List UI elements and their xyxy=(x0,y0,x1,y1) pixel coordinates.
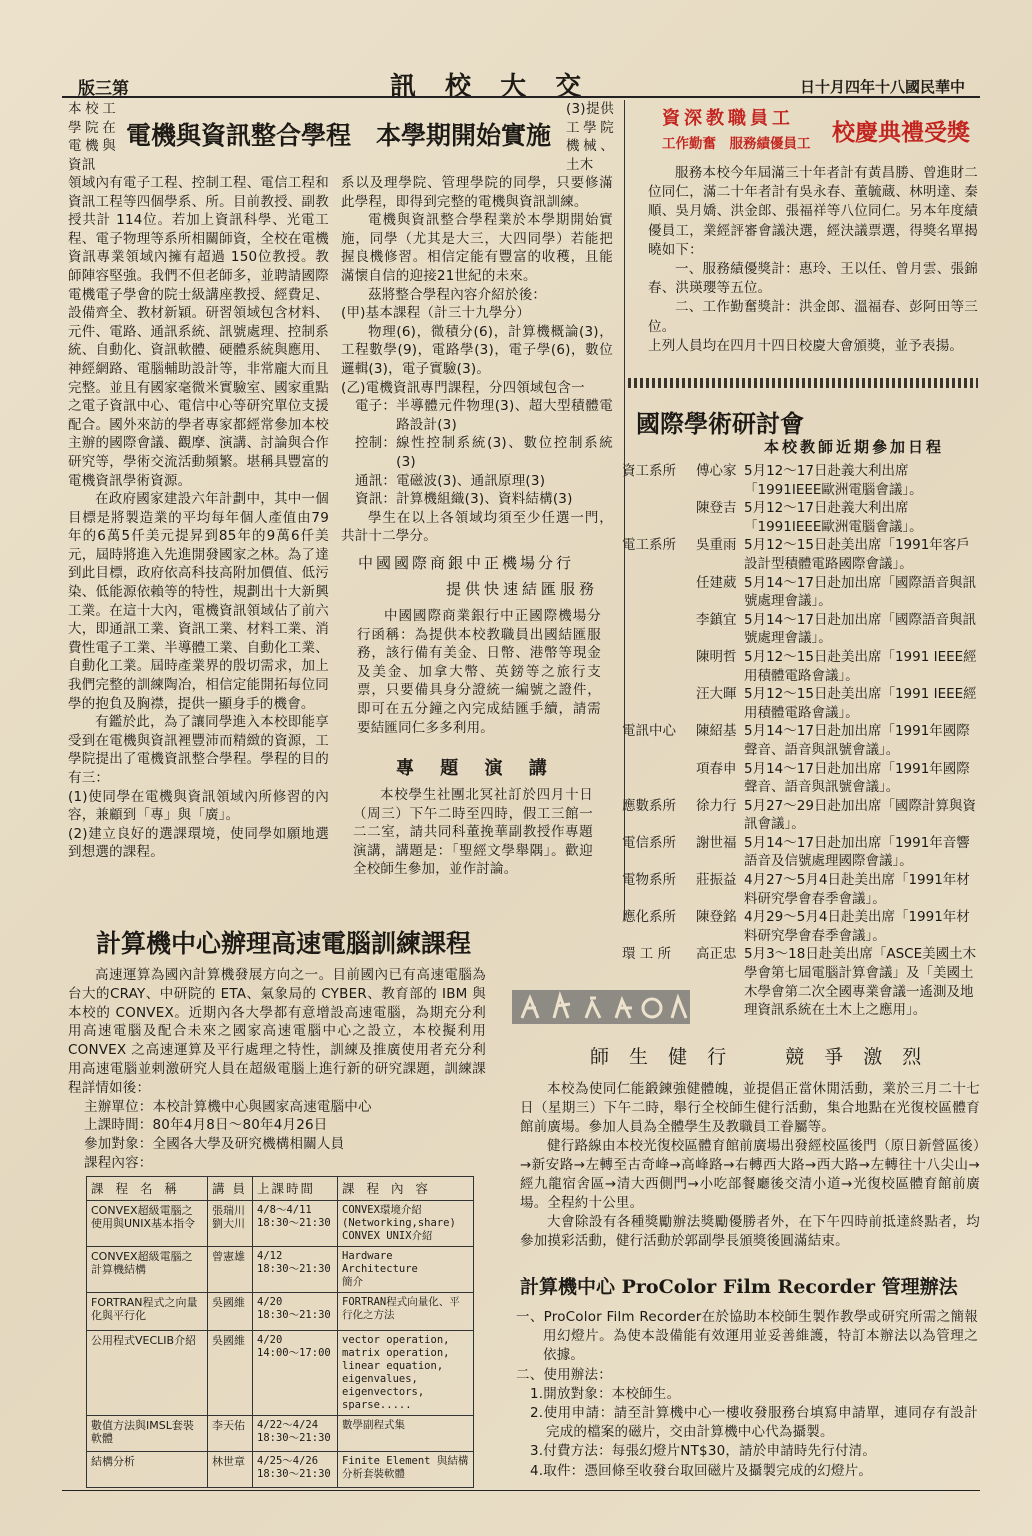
course-table xyxy=(86,1176,474,1488)
awards-title-1: 資深教職員工 xyxy=(662,108,794,129)
seminar-name: 汪大暉 xyxy=(696,686,737,703)
seminar-desc: 5月12～15日赴美出席「1991 IEEE經用積體電路會議」。 xyxy=(744,648,977,684)
seminar-entry xyxy=(622,499,982,536)
seminar-name: 謝世福 xyxy=(696,834,737,851)
seminar-entry xyxy=(622,871,982,908)
seminar-entry xyxy=(622,685,982,722)
cell-name: CONVEX超級電腦之使用與UNIX基本指令 xyxy=(87,1201,208,1247)
awards-body xyxy=(648,164,978,356)
procolor-rule-3: 3.付費方法：每張幻燈片NT$30，請於申請時先行付清。 xyxy=(530,1443,877,1460)
course-item-label: 參加對象： xyxy=(84,1136,153,1153)
decorative-divider xyxy=(628,378,978,388)
article1-col2-p2: 電機與資訊整合學程業於本學期開始實施，同學（尤其是大三，大四同學）若能把握良機修習。相信定能有豐富的收穫，且能滿懷自信的迎接21世紀的未來。 xyxy=(341,212,613,284)
seminar-desc: 5月27～29日赴加出席「國際計算與資訊會議」。 xyxy=(744,797,976,833)
pro-field-text: 線性控制系統(3)、數位控制系統(3) xyxy=(396,435,613,470)
table-row xyxy=(87,1201,474,1247)
bank-body xyxy=(357,607,601,737)
cell-name: 結構分析 xyxy=(87,1452,208,1488)
walk-p3: 大會除設有各種獎勵辦法獎勵優勝者外，在下午四時前抵達終點者，均參加摸彩活動，健行活動於郭副學長頒獎後圓滿結束。 xyxy=(520,1214,980,1249)
article1-col1-p2: 在政府國家建設六年計劃中，其中一個目標是將製造業的平均每年個人產值由79年的6萬5仟美元提昇到85年的9萬6仟美元，屆時將進入先進開發國家之林。為了達到此目標，政府依高科技高附加價值、低污染、低能源依賴等的特性，規劃出十大新興工業。在這十大內，電機資訊領域佔了前六大，即通訊工業、資訊工業、材料工業、消費性電子工業、半導體工業、自動化工業、自動化工業。屆時產業界的殷切需求，加上我們完整的訓練陶冶，相信定能開拓每位同學的抱負及胸襟，提供一顯身手的機會。 xyxy=(68,491,329,712)
cell-content: Finite Element 與結構分析套裝軟體 xyxy=(338,1452,474,1488)
seminar-desc: 5月12～17日赴義大利出席「1991IEEE歐洲電腦會議」。 xyxy=(744,463,923,498)
seminar-entry xyxy=(622,611,982,648)
basic-course-title: (甲)基本課程（計三十九學分） xyxy=(341,305,531,322)
article1-col2 xyxy=(341,174,613,546)
awards-p3: 二、工作勤奮獎計：洪金郎、溫福春、彭阿田等三位。 xyxy=(648,299,978,335)
seminar-name: 高正忠 xyxy=(696,946,737,963)
seminar-dept xyxy=(622,648,696,685)
seminar-name: 傅心家 xyxy=(696,463,737,479)
cell-name: CONVEX超級電腦之計算機結構 xyxy=(87,1247,208,1293)
col-header-lecturer: 講 員 xyxy=(208,1177,253,1201)
seminar-desc: 5月3～18日赴美出席「ASCE美國土木學會第七屆電腦計算會議」及「美國土木學會第二次全國專業會議一遙測及地理資訊系統在土木上之應用」。 xyxy=(744,946,977,1019)
seminar-desc: 5月14～17日赴加出席「國際語音與訊號處理會議」。 xyxy=(744,574,976,610)
col-header-time: 上課時間 xyxy=(253,1177,338,1201)
seminar-desc: 5月14～17日赴加出席「1991年國際聲音、語音與訊號會議」。 xyxy=(744,760,970,796)
walk-body xyxy=(520,1080,980,1251)
pro-course-title: (乙)電機資訊專門課程，分四領域包含一 xyxy=(341,379,585,396)
seminar-desc: 5月14～17日赴加出席「1991年國際聲音、語音與訊號會議」。 xyxy=(744,723,970,758)
course-item xyxy=(68,1116,486,1135)
cell-name: FORTRAN程式之向量化與平行化 xyxy=(87,1293,208,1331)
cell-time: 4/8～4/11 18:30～21:30 xyxy=(253,1201,338,1247)
course-item-value: 本校計算機中心與國家高速電腦中心 xyxy=(152,1098,372,1115)
seminar-desc: 4月29～5月4日赴美出席「1991年材料研究學會春季會議」。 xyxy=(744,909,970,944)
pro-field-text: 半導體元件物理(3)、超大型積體電路設計(3) xyxy=(396,398,613,433)
procolor-rule-1: 1.開放對象：本校師生。 xyxy=(530,1385,681,1402)
walk-p1: 本校為使同仁能鍛鍊強健體魄，並提倡正當休閒活動，業於三月二十七日（星期三）下午二時，舉行全校師生健行活動，集合地點在光復校區體育館前廣場。參加人員為全體學生及教職員工眷屬等。 xyxy=(520,1081,980,1135)
seminar-entry xyxy=(622,574,982,611)
pro-course-tail: 學生在以上各領域均須至少任選一門，共計十二學分。 xyxy=(341,509,613,545)
seminar-desc: 5月12～15日赴美出席「1991 IEEE經用積體電路會議」。 xyxy=(744,686,977,721)
pro-field-label: 電子： xyxy=(355,398,397,415)
seminar-dept: 電工系所 xyxy=(622,537,676,554)
seminar-entry xyxy=(622,648,982,685)
course-intro: 高速運算為國內計算機發展方向之一。目前國內已有高速電腦為台大的CRAY、中研院的 ETA、氣象局的 CYBER、教育部的 IBM 與本校的 CONVEX。近期內各大學都有意增設高速電腦，為期充分利用高速電腦及配合未來之國家高速電腦中心之設立，本校擬利用CONVEX 之高速運算及平行處理之特性，訓練及推廣使用者充分利用高速電腦並剌激研究人員在超級電腦上進行新的研究課題，訓練課程詳情如後： xyxy=(68,967,486,1096)
cell-time: 4/22～4/24 18:30～21:30 xyxy=(253,1416,338,1452)
seminar-entry xyxy=(622,536,982,573)
walking-figures-icon xyxy=(512,990,690,1024)
pro-field-text: 電磁波(3)、通訊原理(3) xyxy=(396,472,546,489)
cell-time: 4/20 18:30～21:30 xyxy=(253,1293,338,1331)
awards-p1: 服務本校今年屆滿三十年者計有黃昌勝、曾進財二位同仁，滿二十年者計有吳永春、董毓蔵、林明達、秦順、吳月嬌、洪金郎、張福祥等八位同仁。另本年度績優員工，業經評審會議決選，經決議票選，得獎名單揭曉如下： xyxy=(648,165,978,258)
pro-field-info xyxy=(341,490,613,509)
cell-content: vector operation, matrix operation, linear equation, eigenvalues, eigenvectors, sparse..... xyxy=(338,1331,474,1416)
seminar-dept xyxy=(622,574,696,611)
course-item xyxy=(68,1135,486,1154)
seminar-name: 陳登銘 xyxy=(696,909,737,926)
seminar-dept: 應數系所 xyxy=(622,797,676,814)
page-number: 版三第 xyxy=(78,79,129,99)
pro-field-label: 通訊： xyxy=(355,472,397,489)
bank-body-text: 中國國際商業銀行中正國際機場分行函稱：為提供本校教職員出國結匯服務，該行備有美金、日幣、港幣等現金及美金、加拿大幣、英鎊等之旅行支票，只要備具身分證統一編號之證件，即可在五分鐘之內完成結匯手續，請需要結匯同仁多多利用。 xyxy=(357,608,601,736)
article1-lead xyxy=(68,100,116,174)
seminar-name: 項春申 xyxy=(696,760,737,777)
seminar-name: 任建葳 xyxy=(696,574,737,591)
procolor-p2: 二、使用辦法： xyxy=(516,1366,612,1383)
col-header-name: 課 程 名 稱 xyxy=(87,1177,208,1201)
pro-field-comm xyxy=(341,472,613,491)
cell-time: 4/20 14:00～17:00 xyxy=(253,1331,338,1416)
course-table-header xyxy=(87,1177,474,1201)
course-item-value: 全國各大學及研究機構相關人員 xyxy=(152,1136,345,1153)
seminar-dept: 資工系所 xyxy=(622,463,676,479)
cell-name: 數值方法與IMSL套裝軟體 xyxy=(87,1416,208,1452)
pro-field-control xyxy=(341,434,613,471)
seminar-title: 國際學術研討會 xyxy=(636,409,804,438)
seminar-desc: 5月12～15日赴美出席「1991年客戶設計型積體電路國際會議」。 xyxy=(744,537,970,572)
cell-content: FORTRAN程式向量化、平行化之方法 xyxy=(338,1293,474,1331)
seminar-dept: 電訊中心 xyxy=(622,723,676,740)
seminar-list xyxy=(622,462,982,1020)
cell-content: CONVEX環境介紹 (Networking,share) CONVEX UNIX介紹 xyxy=(338,1201,474,1247)
bank-title-1: 中國國際商銀中正機場分行 xyxy=(358,554,575,572)
procolor-headline: 計算機中心 ProColor Film Recorder 管理辦法 xyxy=(520,1276,958,1298)
article1-col1-p3: 有鑑於此，為了讓同學進入本校即能享受到在電機與資訊裡豐沛而精緻的資源，工學院提出了電機資訊整合學程。學程的目的有三： xyxy=(68,714,329,786)
cell-time: 4/12 18:30～21:30 xyxy=(253,1247,338,1293)
course-item-value: 80年4月8日～80年4月26日 xyxy=(152,1117,328,1134)
course-body xyxy=(68,966,486,1173)
masthead-date: 日十月四年十八國民華中 xyxy=(800,78,966,96)
cell-time: 4/25～4/26 18:30～21:30 xyxy=(253,1452,338,1488)
seminar-entry xyxy=(622,797,982,834)
course-item-label: 主辦單位： xyxy=(84,1098,153,1115)
table-row xyxy=(87,1247,474,1293)
masthead-title: 訊 校 大 交 xyxy=(390,72,592,102)
procolor-body xyxy=(516,1308,978,1481)
cell-content: Hardware Architecture 簡介 xyxy=(338,1247,474,1293)
seminar-desc: 5月14～17日赴加出席「1991年音響語音及信號處理國際會議」。 xyxy=(744,834,970,870)
course-headline: 計算機中心辦理高速電腦訓練課程 xyxy=(96,929,472,958)
table-row xyxy=(87,1331,474,1416)
table-row xyxy=(87,1416,474,1452)
seminar-name: 李鎮宜 xyxy=(696,611,737,628)
seminar-dept xyxy=(622,760,696,797)
seminar-desc: 4月27～5月4日赴美出席「1991年材料研究學會春季會議」。 xyxy=(744,872,970,907)
seminar-name: 陳登吉 xyxy=(696,500,737,517)
article1-col1-p1: 領域內有電子工程、控制工程、電信工程和資訊工程等四個學系、所。目前教授、副教授共計 114位。若加上資訊科學、光電工程、電子物理等系所相關師資，全校在電機資訊專業領域內擁有超過 150位教授。教師陣容堅強。我們不但老師多，並聘請國際電機電子學會的院士級講座教授、經費足、設備齊全、教材新穎。研習領域包含材料、元件、電路、通訊系統、訊號處理、控制系統、自動化、資訊軟體、硬體系統與應用、神經網路、電腦輔助設計等，非常龐大而且完整。並且有國家毫微米實驗室、國家重點之電子資訊中心、電信中心等研究單位支援配合。國外來訪的學者專家都經常參加本校主辦的國際會議、觀摩、演講、討論與合作研究等，學術交流活動頻繁。堪稱具豐富的電機資訊學術資源。 xyxy=(68,175,329,489)
walk-p2: 健行路線由本校光復校區體育館前廣場出發經校區後門（原日新營區後）→新安路→左轉至古奇峰→高峰路→右轉西大路→西大路→左轉往十八尖山→經九龍宿舍區→清大西側門→小吃部餐廳後交清小道→光復校區體育館前廣場。全程約十公里。 xyxy=(520,1138,980,1211)
seminar-dept: 環 工 所 xyxy=(622,946,672,963)
article1-lead-text: 本校工學院在電機與資訊 xyxy=(68,101,116,173)
procolor-rule-4: 4.取件：憑回條至收發台取回磁片及攝製完成的幻燈片。 xyxy=(530,1462,873,1479)
seminar-desc: 5月14～17日赴加出席「國際語音與訊號處理會議」。 xyxy=(744,611,976,647)
seminar-dept: 電信系所 xyxy=(622,834,676,851)
seminar-dept xyxy=(622,611,696,648)
seminar-entry xyxy=(622,462,982,499)
cell-lecturer: 吳國維 xyxy=(208,1331,253,1416)
seminar-name: 徐力行 xyxy=(696,797,737,814)
cell-lecturer: 曾憲雄 xyxy=(208,1247,253,1293)
basic-course-body: 物理(6)，微積分(6)，計算機概論(3)，工程數學(9)，電路學(3)，電子學(6)，數位邏輯(3)，電子實驗(3)。 xyxy=(341,323,613,377)
seminar-subtitle: 本校教師近期參加日程 xyxy=(764,438,945,456)
cell-name: 公用程式VECLIB介紹 xyxy=(87,1331,208,1416)
seminar-dept xyxy=(622,499,696,536)
awards-p2: 一、服務績優獎計：惠玲、王以任、曾月雲、張錦春、洪瑛瓔等五位。 xyxy=(648,261,978,297)
pro-field-label: 控制： xyxy=(355,435,397,452)
course-item-label: 課程內容： xyxy=(84,1154,153,1171)
lecture-body xyxy=(353,786,593,879)
pro-field-text: 計算機組織(3)、資料結構(3) xyxy=(396,491,573,508)
awards-title-3: 校慶典禮受獎 xyxy=(832,119,970,146)
article1-aim-1: (1)使同學在電機與資訊領域內所修習的內容，兼顧到「專」與「廣」。 xyxy=(68,788,329,824)
seminar-dept: 應化系所 xyxy=(622,909,676,926)
pro-field-label: 資訊： xyxy=(355,491,397,508)
seminar-entry xyxy=(622,908,982,945)
course-item xyxy=(68,1098,486,1117)
course-table-wrap xyxy=(86,1176,474,1488)
seminar-name: 陳紹基 xyxy=(696,723,737,740)
seminar-dept xyxy=(622,685,696,722)
cell-lecturer: 張瑞川 劉大川 xyxy=(208,1201,253,1247)
article1-col2-p3: 茲將整合學程內容介紹於後： xyxy=(368,286,547,303)
cell-lecturer: 林世章 xyxy=(208,1452,253,1488)
awards-p4: 上列人員均在四月十四日校慶大會頒獎，並予表揚。 xyxy=(648,337,964,354)
awards-title-2: 工作勤奮 服務績優員工 xyxy=(662,136,811,152)
seminar-desc: 5月12～17日赴義大利出席「1991IEEE歐洲電腦會議」。 xyxy=(744,500,923,535)
seminar-dept: 電物系所 xyxy=(622,872,676,889)
footer-rule xyxy=(62,1490,980,1491)
article1-col2-p1: 系以及理學院、管理學院的同學，只要修滿此學程，即得到完整的電機與資訊訓練。 xyxy=(341,175,613,210)
article1-mid-tail xyxy=(566,100,614,174)
course-item-label: 上課時間： xyxy=(84,1117,153,1134)
walk-title: 師 生 健 行 競 爭 激 烈 xyxy=(590,1046,929,1068)
article1-mid-tail-text: (3)提供工學院機械、土木 xyxy=(566,101,614,173)
col-header-content: 課 程 內 容 xyxy=(338,1177,474,1201)
lecture-body-text: 本校學生社團北冥社訂於四月十日（周三）下午二時至四時，假工三館一二二室，請共同科董挽華副教授作專題演講，講題是：「聖經文學舉隅」。歡迎全校師生參加，並作討論。 xyxy=(353,787,593,878)
seminar-name: 吳重雨 xyxy=(696,537,737,554)
cell-lecturer: 李天佑 xyxy=(208,1416,253,1452)
seminar-entry xyxy=(622,760,982,797)
bank-title-2: 提供快速結匯服務 xyxy=(446,580,599,598)
masthead-rule xyxy=(62,96,980,98)
article1-aim-2: (2)建立良好的選課環境，使同學如願地選到想選的課程。 xyxy=(68,825,329,861)
lecture-title: 專 題 演 講 xyxy=(396,758,557,779)
procolor-rule-2: 2.使用申請：請至計算機中心一樓收發服務台填寫申請單，連同存有設計完成的檔案的磁片，交由計算機中心代為攝製。 xyxy=(530,1405,978,1441)
walking-figures-banner xyxy=(512,990,690,1024)
seminar-entry xyxy=(622,722,982,759)
cell-content: 數學副程式集 xyxy=(338,1416,474,1452)
article1-headline: 電機與資訊整合學程 本學期開始實施 xyxy=(126,121,552,150)
seminar-entry xyxy=(622,834,982,871)
table-row xyxy=(87,1293,474,1331)
seminar-name: 莊振益 xyxy=(696,872,737,889)
procolor-p1: 一、ProColor Film Recorder在於協助本校師生製作教學或研究所需之簡報用幻燈片。為使本設備能有效運用並妥善維護，特訂本辦法以為管理之依據。 xyxy=(516,1309,978,1364)
seminar-name: 陳明哲 xyxy=(696,648,737,665)
course-item xyxy=(68,1154,486,1173)
cell-lecturer: 吳國維 xyxy=(208,1293,253,1331)
article1-col1 xyxy=(68,174,329,862)
pro-field-electronics xyxy=(341,397,613,434)
table-row xyxy=(87,1452,474,1488)
